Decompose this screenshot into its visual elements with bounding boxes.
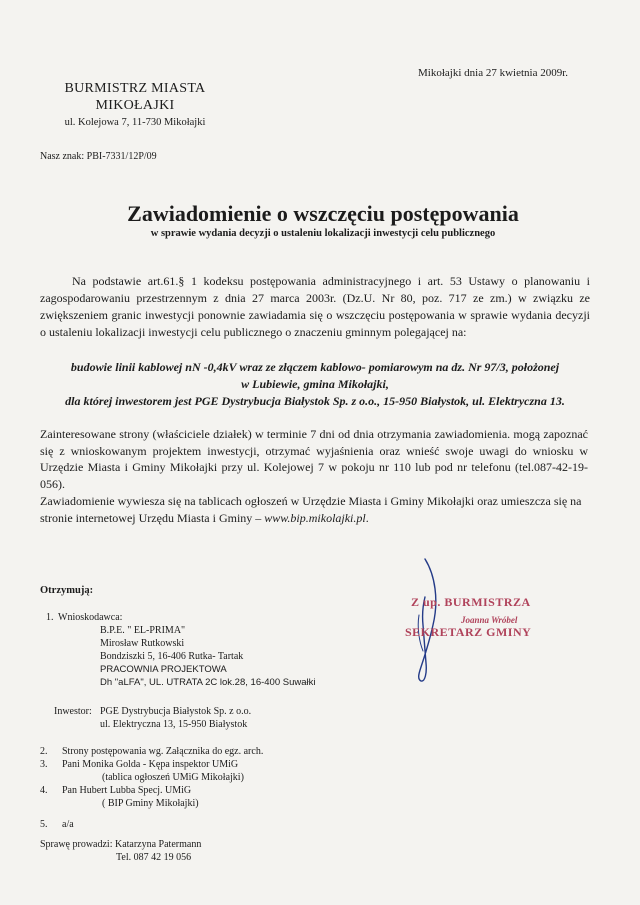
applicant-label: Wnioskodawca: xyxy=(58,612,123,623)
list-item-text: (tablica ogłoszeń UMiG Mikołajki) xyxy=(102,772,244,783)
list-item xyxy=(40,784,400,797)
recipients-heading: Otrzymują: xyxy=(40,585,94,596)
sender-address: ul. Kolejowa 7, 11-730 Mikołajki xyxy=(64,117,206,128)
case-handler-name: Sprawę prowadzi: Katarzyna Patermann xyxy=(40,839,202,850)
body-paragraph-1 xyxy=(40,273,590,341)
document-title-block xyxy=(40,201,606,241)
case-handler-phone: Tel. 087 42 19 056 xyxy=(116,852,192,863)
list-item-text: Pani Monika Golda - Kępa inspektor UMiG xyxy=(62,759,239,770)
list-item xyxy=(40,758,400,771)
list-item-number: 2. xyxy=(40,746,48,757)
body-paragraph-3-text: Zawiadomienie wywiesza się na tablicach ogłoszeń w Urzędzie Miasta i Gminy Mikołajki oraz umieszcza się na stronie internetowej Urzędu Miasta i Gminy – xyxy=(40,494,582,525)
applicant-line: B.P.E. " EL-PRIMA" xyxy=(100,625,186,636)
stamp-name: Joanna Wróbel xyxy=(461,615,518,625)
stamp-line-1: Z up. BURMISTRZA xyxy=(411,595,531,609)
sender-title-line2: MIKOŁAJKI xyxy=(95,98,175,113)
sender-block xyxy=(40,80,230,130)
body-paragraph-3 xyxy=(40,493,588,526)
investor-line: ul. Elektryczna 13, 15-950 Białystok xyxy=(100,719,248,730)
applicant-line: Dh "aLFA", UL. UTRATA 2C lok.28, 16-400 Suwałki xyxy=(100,677,316,688)
investment-line-3: dla której inwestorem jest PGE Dystrybucja Białystok Sp. z o.o., 15-950 Białystok, ul. Elektryczna 13. xyxy=(65,394,565,408)
body-paragraph-3-end: . xyxy=(365,510,369,525)
list-item xyxy=(40,797,400,810)
investor-line: PGE Dystrybucja Białystok Sp. z o.o. xyxy=(100,706,252,717)
list-item xyxy=(40,745,400,758)
list-item xyxy=(40,611,400,624)
list-item-text: Strony postępowania wg. Załącznika do egz. arch. xyxy=(62,746,264,757)
applicant-line: PRACOWNIA PROJEKTOWA xyxy=(100,664,227,675)
list-item-text: ( BIP Gminy Mikołajki) xyxy=(102,798,199,809)
investor-label: Inwestor: xyxy=(54,706,92,717)
list-item-number: 4. xyxy=(40,785,48,796)
list-item xyxy=(40,818,400,831)
applicant-line: Bondziszki 5, 16-406 Rutka- Tartak xyxy=(100,651,244,662)
list-item-number: 1. xyxy=(46,612,54,623)
applicant-details xyxy=(100,624,400,689)
investment-line-1: budowie linii kablowej nN -0,4kV wraz ze złączem kablowo- pomiarowym na dz. Nr 97/3, położonej xyxy=(70,360,560,374)
bip-website-link[interactable]: www.bip.mikolajki.pl xyxy=(264,510,366,525)
list-item-number: 5. xyxy=(40,819,48,830)
list-item xyxy=(40,718,400,731)
document-title: Zawiadomienie o wszczęciu postępowania xyxy=(127,201,519,226)
investment-line-2: w Lubiewie, gmina Mikołajki, xyxy=(241,377,389,391)
applicant-line: Mirosław Rutkowski xyxy=(100,638,185,649)
body-paragraph-2: Zainteresowane strony (właściciele działek) w terminie 7 dni od dnia otrzymania zawiadomienia. mogą zapoznać się z wnioskowanym projektem inwestycji, otrzymać wyjaśnienia oraz wnieść swoje uwagi do wniosku w Urzędzie Miasta i Gminy Mikołajki przy ul. Kolejowej 7 w pokoju nr 110 lub pod nr telefonu (tel.087-42-19-056). xyxy=(40,427,588,491)
recipients-list xyxy=(40,611,400,831)
document-subtitle: w sprawie wydania decyzji o ustaleniu lokalizacji inwestycji celu publicznego xyxy=(150,228,496,239)
stamp-line-2: SEKRETARZ GMINY xyxy=(405,625,532,639)
case-handler-info xyxy=(40,838,201,864)
list-item xyxy=(40,771,400,784)
list-item-number: 3. xyxy=(40,759,48,770)
letter-date: Mikołajki dnia 27 kwietnia 2009r. xyxy=(418,67,569,79)
list-item-text: Pan Hubert Lubba Specj. UMiG xyxy=(62,785,192,796)
list-item-text: a/a xyxy=(62,819,74,830)
list-item xyxy=(40,705,400,718)
sender-title-line1: BURMISTRZ MIASTA xyxy=(64,81,206,96)
official-stamp xyxy=(405,595,565,670)
body-paragraph-1-text: Na podstawie art.61.§ 1 kodeksu postępowania administracyjnego i art. 53 Ustawy o planowaniu i zagospodarowaniu przestrzennym z dnia 27 marca 2003r. (Dz.U. Nr 80, poz. 717 ze zm.) w związku ze zwiększeniem granic inwestycji ponownie zawiadamia się o wszczęciu postępowania w sprawie wydania decyzji o ustaleniu lokalizacji inwestycji celu publicznego o znaczeniu gminnym polegającej na: xyxy=(40,274,590,339)
reference-number: Nasz znak: PBI-7331/12P/09 xyxy=(40,151,157,162)
investment-description xyxy=(30,359,600,410)
